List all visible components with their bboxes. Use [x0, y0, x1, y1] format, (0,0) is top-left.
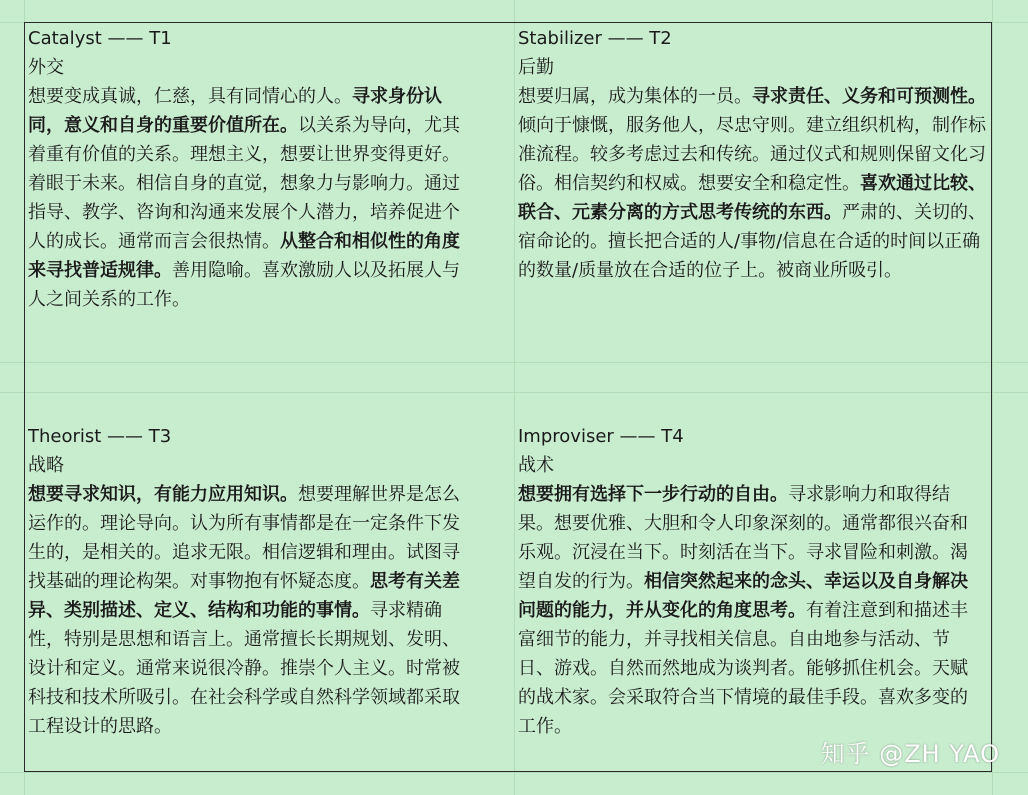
text-run: 倾向于慷慨，服务他人，尽忠守则。建立组织机构，制作标准流程。较多考虑过去和传统。通过仪式和规则保留文化习俗。相信契约和权威。想要安全和稳定性。 — [518, 115, 986, 194]
text-run: 寻求影响力和取得结果。想要优雅、大胆和令人印象深刻的。通常都很兴奋和乐观。沉浸在当下。时刻活在当下。寻求冒险和刺激。渴望自发的行为。 — [518, 484, 968, 592]
gridline — [992, 0, 993, 795]
cell-subtitle: 外交 — [28, 57, 64, 78]
cell-subtitle: 后勤 — [518, 57, 554, 78]
text-run: 寻求精确性，特别是思想和语言上。通常擅长长期规划、发明、设计和定义。通常来说很冷静。推崇个人主义。时常被科技和技术所吸引。在社会科学或自然科学领域都采取工程设计的思路。 — [28, 600, 460, 737]
cell-stabilizer-t2[interactable] — [514, 22, 988, 285]
cell-improviser-t4[interactable] — [514, 420, 984, 741]
cell-catalyst-t1[interactable] — [24, 22, 472, 314]
text-run: 想要归属，成为集体的一员。 — [518, 86, 752, 107]
cell-title: Catalyst —— T1 — [28, 28, 172, 49]
bold-phrase: 喜欢通过比较、联合、元素分离的方式思考传统的东西。 — [518, 173, 986, 223]
bold-phrase: 寻求责任、义务和可预测性。 — [752, 86, 986, 107]
bold-phrase: 想要拥有选择下一步行动的自由。 — [518, 484, 788, 505]
watermark: 知乎 @ZH YAO — [820, 740, 1000, 768]
cell-body — [28, 480, 472, 741]
text-run: 想要变成真诚，仁慈，具有同情心的人。 — [28, 86, 352, 107]
bold-phrase: 思考有关差异、类别描述、定义、结构和功能的事情。 — [28, 571, 460, 621]
text-run: 善用隐喻。喜欢激励人以及拓展人与人之间关系的工作。 — [28, 260, 460, 310]
bold-phrase: 寻求身份认同，意义和自身的重要价值所在。 — [28, 86, 442, 136]
bold-phrase: 从整合和相似性的角度来寻找普适规律。 — [28, 231, 460, 281]
cell-subtitle: 战略 — [28, 455, 64, 476]
cell-body — [518, 82, 988, 285]
bold-phrase: 相信突然起来的念头、幸运以及自身解决问题的能力，并从变化的角度思考。 — [518, 571, 968, 621]
cell-title: Theorist —— T3 — [28, 426, 172, 447]
cell-title: Stabilizer —— T2 — [518, 28, 672, 49]
cell-subtitle: 战术 — [518, 455, 554, 476]
cell-theorist-t3[interactable] — [24, 420, 472, 741]
text-run: 有着注意到和描述丰富细节的能力，并寻找相关信息。自由地参与活动、节日、游戏。自然而然地成为谈判者。能够抓住机会。天赋的战术家。会采取符合当下情境的最佳手段。喜欢多变的工作。 — [518, 600, 968, 737]
text-run: 想要理解世界是怎么运作的。理论导向。认为所有事情都是在一定条件下发生的，是相关的。追求无限。相信逻辑和理由。试图寻找基础的理论构架。对事物抱有怀疑态度。 — [28, 484, 460, 592]
gridline — [0, 772, 1028, 773]
bold-phrase: 想要寻求知识，有能力应用知识。 — [28, 484, 298, 505]
cell-title: Improviser —— T4 — [518, 426, 684, 447]
cell-body — [518, 480, 984, 741]
text-run: 严肃的、关切的、宿命论的。擅长把合适的人/事物/信息在合适的时间以正确的数量/质量放在合适的位子上。被商业所吸引。 — [518, 202, 986, 281]
cell-body — [28, 82, 472, 314]
text-run: 以关系为导向，尤其着重有价值的关系。理想主义，想要让世界变得更好。着眼于未来。相信自身的直觉，想象力与影响力。通过指导、教学、咨询和沟通来发展个人潜力，培养促进个人的成长。通常而言会很热情。 — [28, 115, 460, 252]
